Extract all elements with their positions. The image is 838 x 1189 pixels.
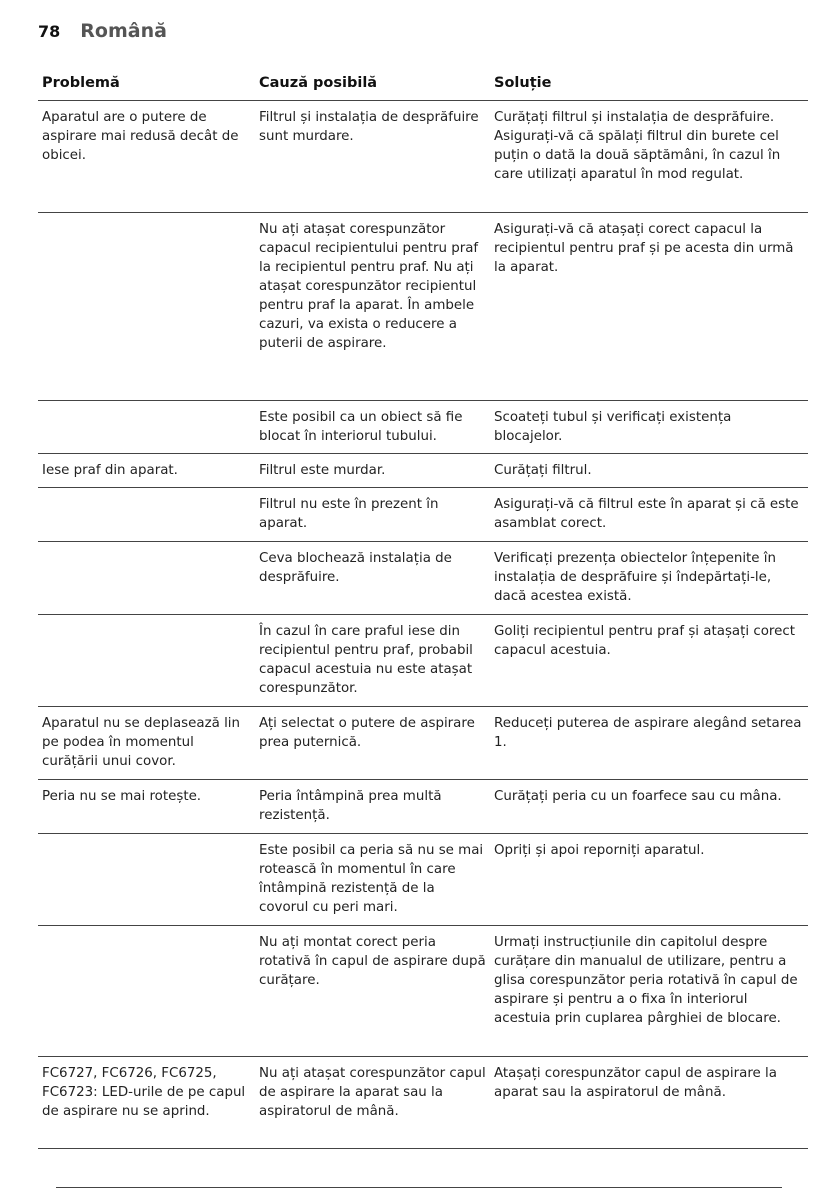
table-row <box>38 488 808 542</box>
cause-cell: Este posibil ca peria să nu se mai rotească în momentul în care întâmpină rezistență de la covorul cu peri mari. <box>259 843 484 915</box>
table-row <box>38 780 808 834</box>
table-header-row <box>38 70 808 101</box>
cause-cell: Filtrul nu este în prezent în aparat. <box>259 497 439 531</box>
solution-cell: Asigurați-vă că atașați corect capacul la recipientul pentru praf și pe acesta din urmă la aparat. <box>494 222 794 275</box>
solution-cell: Goliți recipientul pentru praf și atașați corect capacul acestuia. <box>494 624 795 658</box>
solution-cell: Opriți și apoi reporniți aparatul. <box>494 843 705 858</box>
problem-cell: Peria nu se mai rotește. <box>42 789 202 804</box>
problem-cell: Aparatul are o putere de aspirare mai redusă decât de obicei. <box>42 110 239 163</box>
language-title: Română <box>80 20 167 42</box>
table-row <box>38 542 808 615</box>
cause-cell: În cazul în care praful iese din recipientul pentru praf, probabil capacul acestuia nu este atașat corespunzător. <box>259 624 473 696</box>
problem-cell <box>38 213 259 400</box>
solution-cell: Urmați instrucțiunile din capitolul despre curățare din manualul de utilizare, pentru a glisa corespunzător peria rotativă în capul de aspirare și pentru a o fixa în interiorul acestuia prin cuplarea pârghiei de blocare. <box>494 935 798 1026</box>
cause-cell: Ceva blochează instalația de desprăfuire. <box>259 551 452 585</box>
column-header-cause: Cauză posibilă <box>259 75 378 91</box>
cause-cell: Nu ați atașat corespunzător capul de aspirare la aparat sau la aspiratorul de mână. <box>259 1066 486 1119</box>
problem-cell: Iese praf din aparat. <box>42 463 178 478</box>
table-row <box>38 1057 808 1149</box>
solution-cell: Scoateți tubul și verificați existența blocajelor. <box>494 410 732 444</box>
cause-cell: Ați selectat o putere de aspirare prea puternică. <box>259 716 475 750</box>
column-header-problem: Problemă <box>42 75 120 91</box>
page-header <box>38 20 167 42</box>
table-row <box>38 707 808 780</box>
page-number: 78 <box>38 22 61 41</box>
cause-cell: Nu ați montat corect peria rotativă în capul de aspirare după curățare. <box>259 935 486 988</box>
table-row <box>38 615 808 707</box>
table-row <box>38 834 808 926</box>
column-header-solution: Soluție <box>494 75 552 91</box>
problem-cell <box>38 926 259 1056</box>
solution-cell: Curățați filtrul și instalația de desprăfuire. Asigurați-vă că spălați filtrul din burete cel puțin o dată la două săptămâni, în cazul în care utilizați aparatul în mod regulat. <box>494 110 781 182</box>
cause-cell: Peria întâmpină prea multă rezistență. <box>259 789 442 823</box>
solution-cell: Verificați prezența obiectelor înțepenite în instalația de desprăfuire și îndepărtați-le, dacă acestea există. <box>494 551 777 604</box>
solution-cell: Reduceți puterea de aspirare alegând setarea 1. <box>494 716 802 750</box>
table-row <box>38 101 808 213</box>
footer-divider <box>56 1187 782 1188</box>
solution-cell: Asigurați-vă că filtrul este în aparat și că este asamblat corect. <box>494 497 799 531</box>
table-row <box>38 454 808 488</box>
cause-cell: Filtrul este murdar. <box>259 463 386 478</box>
cause-cell: Filtrul și instalația de desprăfuire sunt murdare. <box>259 110 479 144</box>
problem-cell <box>38 488 259 541</box>
problem-cell: FC6727, FC6726, FC6725, FC6723: LED-urile de pe capul de aspirare nu se aprind. <box>42 1066 246 1119</box>
table-row <box>38 926 808 1057</box>
cause-cell: Este posibil ca un obiect să fie blocat în interiorul tubului. <box>259 410 463 444</box>
problem-cell <box>38 401 259 453</box>
problem-cell <box>38 615 259 706</box>
problem-cell <box>38 834 259 925</box>
troubleshooting-table <box>38 70 808 1149</box>
cause-cell: Nu ați atașat corespunzător capacul recipientului pentru praf la recipientul pentru praf. Nu ați atașat corespunzător recipientul pentru praf la aparat. În ambele cazuri, va exista o reducere a puterii de aspirare. <box>259 222 479 351</box>
table-row <box>38 213 808 401</box>
problem-cell <box>38 542 259 614</box>
solution-cell: Curățați peria cu un foarfece sau cu mâna. <box>494 789 782 804</box>
solution-cell: Atașați corespunzător capul de aspirare la aparat sau la aspiratorul de mână. <box>494 1066 777 1100</box>
table-row <box>38 401 808 454</box>
solution-cell: Curățați filtrul. <box>494 463 592 478</box>
problem-cell: Aparatul nu se deplasează lin pe podea în momentul curățării unui covor. <box>42 716 240 769</box>
